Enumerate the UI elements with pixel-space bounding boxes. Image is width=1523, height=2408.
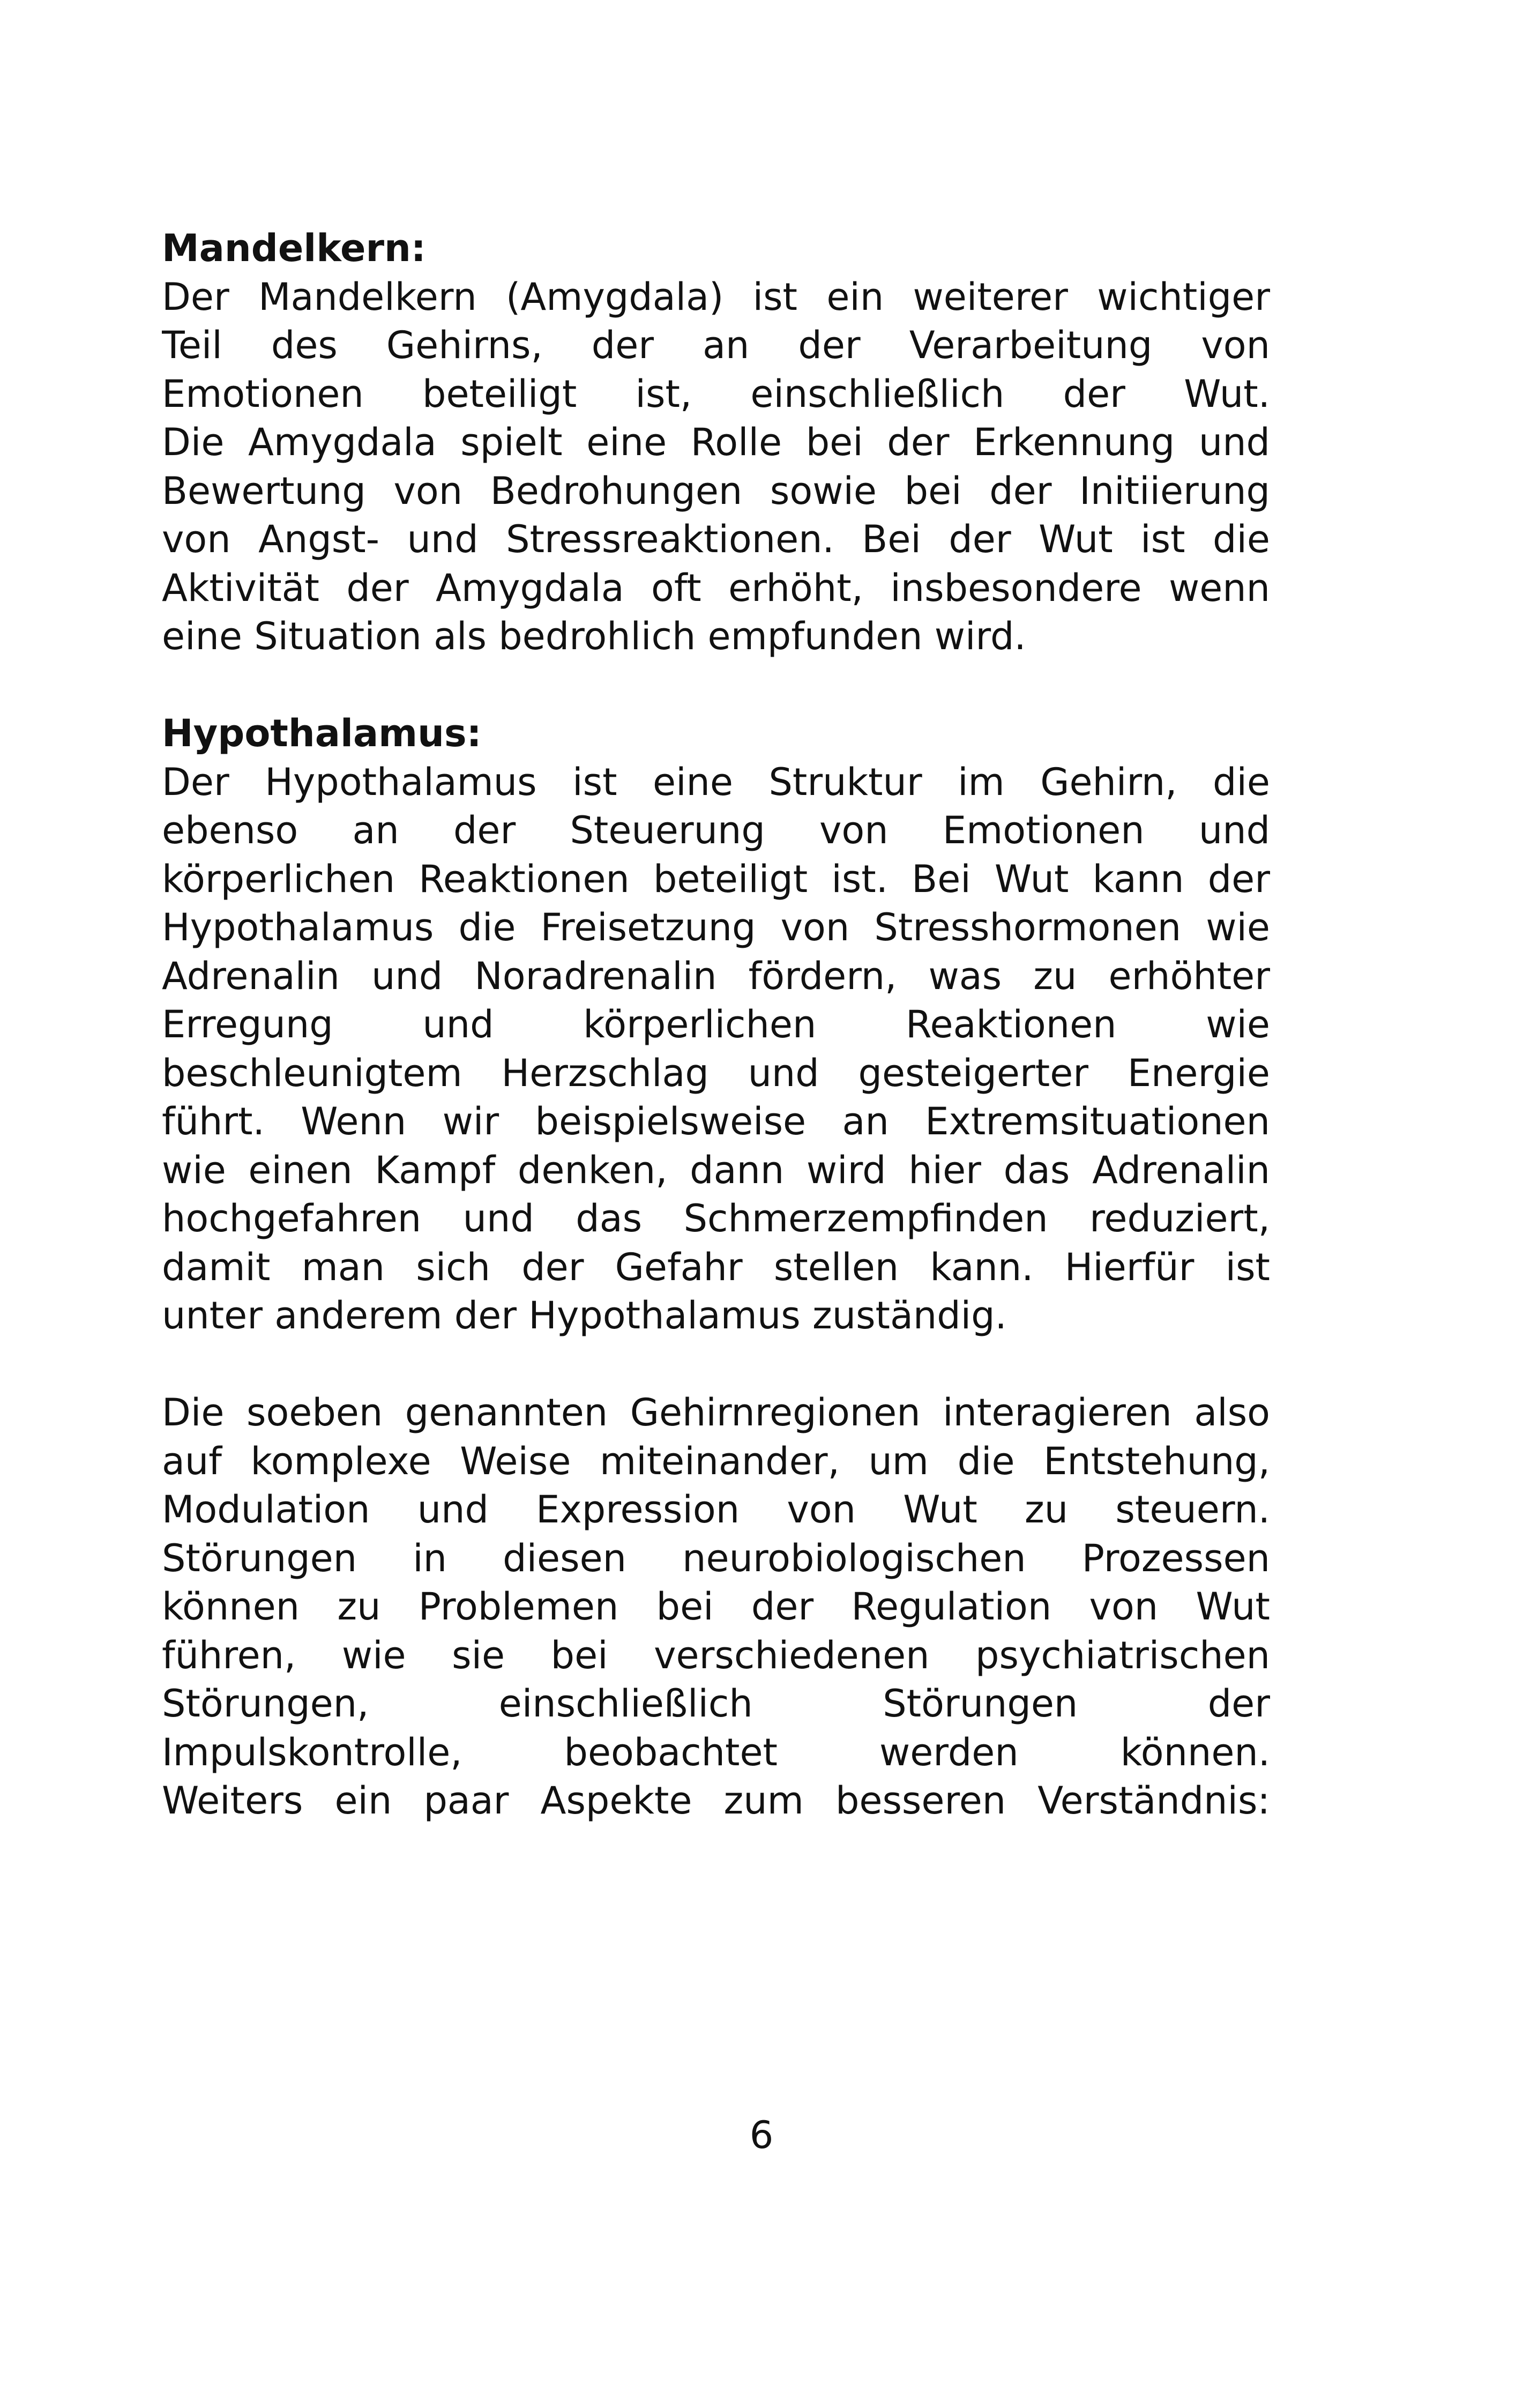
section-hypothalamus (162, 709, 1270, 1340)
text-line: Aktivität der Amygdala oft erhöht, insbesondere wenn (162, 566, 1270, 610)
text-line: ebenso an der Steuerung von Emotionen und (162, 808, 1270, 852)
text-line: hochgefahren und das Schmerzempfinden reduziert, (162, 1196, 1270, 1240)
text-line: körperlichen Reaktionen beteiligt ist. Bei Wut kann der (162, 857, 1270, 901)
text-line: Impulskontrolle, beobachtet werden können. (162, 1730, 1270, 1774)
text-line: unter anderem der Hypothalamus zuständig. (162, 1294, 1007, 1337)
text-line: führen, wie sie bei verschiedenen psychiatrischen (162, 1633, 1270, 1677)
section-summary (162, 1388, 1270, 1825)
text-line: Erregung und körperlichen Reaktionen wie (162, 1002, 1270, 1046)
text-line: beschleunigtem Herzschlag und gesteigerter Energie (162, 1051, 1270, 1095)
section-heading-hypothalamus: Hypothalamus: (162, 711, 482, 755)
text-line: Teil des Gehirns, der an der Verarbeitung von (162, 323, 1270, 367)
text-line: auf komplexe Weise miteinander, um die Entstehung, (162, 1439, 1270, 1483)
section-heading-mandelkern: Mandelkern: (162, 226, 426, 270)
text-line: Die Amygdala spielt eine Rolle bei der Erkennung und (162, 420, 1270, 464)
text-line: Emotionen beteiligt ist, einschließlich der Wut. (162, 371, 1270, 416)
page-number: 6 (749, 2113, 774, 2157)
text-line: Weiters ein paar Aspekte zum besseren Verständnis: (162, 1779, 1270, 1823)
section-mandelkern (162, 224, 1270, 661)
text-line: Störungen, einschließlich Störungen der (162, 1682, 1270, 1726)
text-line: Der Hypothalamus ist eine Struktur im Gehirn, die (162, 760, 1270, 804)
text-line: von Angst- und Stressreaktionen. Bei der Wut ist die (162, 517, 1270, 561)
text-line: Modulation und Expression von Wut zu steuern. (162, 1488, 1270, 1532)
paragraph-gap (162, 661, 1270, 710)
text-line: können zu Problemen bei der Regulation von Wut (162, 1585, 1270, 1629)
text-line: Adrenalin und Noradrenalin fördern, was zu erhöhter (162, 954, 1270, 998)
text-line: Bewertung von Bedrohungen sowie bei der Initiierung (162, 469, 1270, 513)
text-line: eine Situation als bedrohlich empfunden wird. (162, 614, 1026, 658)
text-line: Die soeben genannten Gehirnregionen interagieren also (162, 1391, 1270, 1435)
text-line: damit man sich der Gefahr stellen kann. Hierfür ist (162, 1245, 1270, 1289)
text-line: Der Mandelkern (Amygdala) ist ein weiterer wichtiger (162, 274, 1270, 319)
paragraph-gap (162, 1340, 1270, 1389)
text-line: Störungen in diesen neurobiologischen Prozessen (162, 1536, 1270, 1580)
text-line: wie einen Kampf denken, dann wird hier das Adrenalin (162, 1148, 1270, 1192)
text-line: Hypothalamus die Freisetzung von Stresshormonen wie (162, 905, 1270, 949)
body-text (162, 224, 1270, 1825)
text-line: führt. Wenn wir beispielsweise an Extremsituationen (162, 1099, 1270, 1143)
